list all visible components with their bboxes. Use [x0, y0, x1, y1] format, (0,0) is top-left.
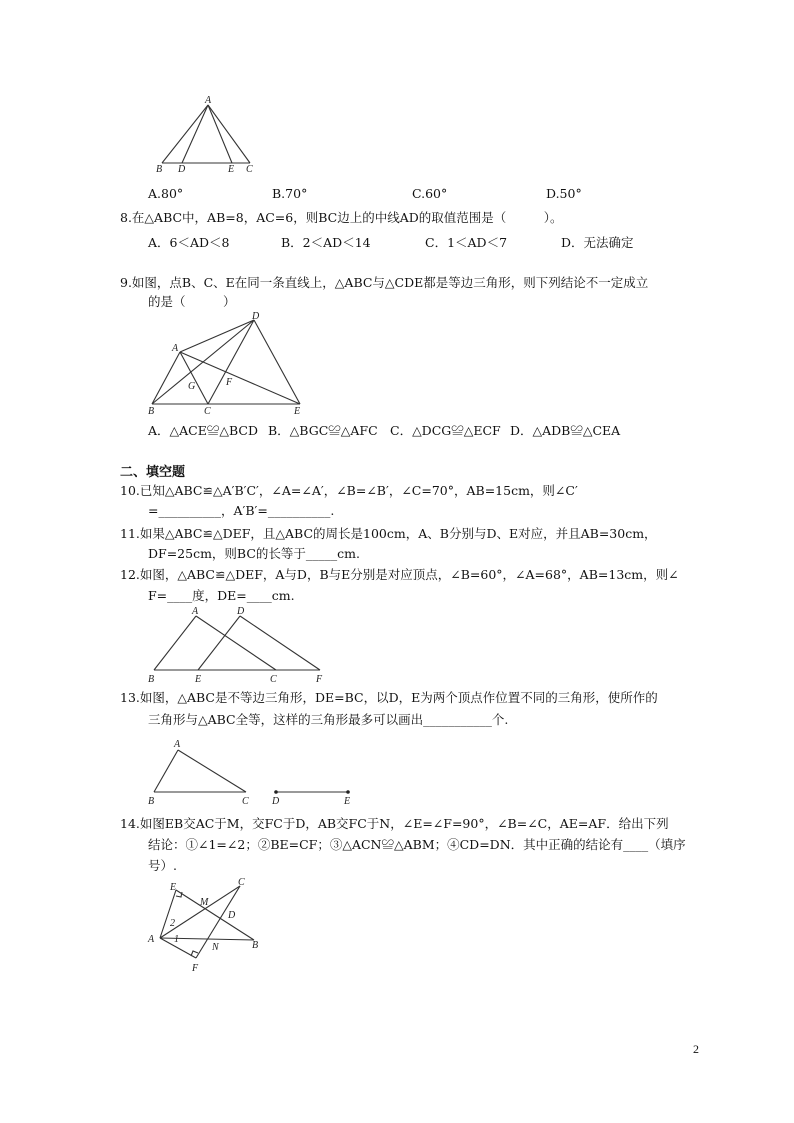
q7-option-a: A.80°	[148, 186, 184, 201]
q13-point-d	[274, 790, 278, 794]
q9-label-e: E	[294, 406, 301, 417]
q9-figure	[142, 310, 312, 420]
q12-label-e: E	[195, 674, 202, 685]
q9-option-d: D．△ADB≌△CEA	[510, 423, 621, 438]
q7-label-e: E	[228, 164, 235, 175]
q7-label-a: A	[205, 95, 212, 106]
q11-line2: DF=25cm，则BC的长等于_____cm.	[148, 546, 360, 561]
q14-label-a: A	[148, 934, 155, 945]
q14-label-f: F	[192, 963, 199, 973]
q13-label-a: A	[174, 739, 181, 750]
q8-option-d: D．无法确定	[561, 235, 634, 250]
q9-label-c: C	[204, 406, 211, 417]
q7-option-b: B.70°	[272, 186, 308, 201]
q12-label-a: A	[192, 606, 199, 617]
q9-label-b: B	[148, 406, 155, 417]
q12-figure	[140, 600, 340, 685]
q10-line2: =__________，A′B′=__________.	[148, 503, 335, 518]
q13-figure	[142, 732, 372, 807]
q13-label-d: D	[272, 796, 280, 807]
q7-option-d: D.50°	[546, 186, 582, 201]
q7-option-c: C.60°	[412, 186, 448, 201]
q8-option-a: A．6＜AD＜8	[148, 235, 230, 250]
q10-line1: 10.已知△ABC≌△A′B′C′，∠A=∠A′，∠B=∠B′，∠C=70°，AB=15cm，则∠C′	[120, 483, 578, 498]
q9-option-b: B．△BGC≌△AFC	[268, 423, 378, 438]
q7-label-d: D	[178, 164, 186, 175]
q14-figure	[142, 878, 272, 973]
q9-label-f: F	[226, 377, 233, 388]
page-number: 2	[693, 1042, 699, 1056]
q12-label-b: B	[148, 674, 155, 685]
q13-label-b: B	[148, 796, 155, 807]
q14-label-d: D	[228, 910, 236, 921]
q9-label-a: A	[172, 343, 179, 354]
q13-line1: 13.如图，△ABC是不等边三角形，DE=BC，以D，E为两个顶点作位置不同的三角形，使所作的	[120, 690, 658, 705]
q12-label-c: C	[270, 674, 277, 685]
q7-label-c: C	[246, 164, 253, 175]
q14-label-m: M	[200, 897, 209, 908]
q9-stem-line2: 的是（ ）	[148, 294, 236, 309]
q14-label-2: 2	[170, 918, 175, 929]
q14-line3: 号）.	[148, 858, 177, 873]
q13-line2: 三角形与△ABC全等，这样的三角形最多可以画出___________个.	[148, 712, 509, 727]
q11-line1: 11.如果△ABC≌△DEF，且△ABC的周长是100cm，A、B分别与D、E对应，并且AB=30cm，	[120, 526, 657, 541]
q12-line1: 12.如图，△ABC≌△DEF，A与D，B与E分别是对应顶点，∠B=60°，∠A=68°，AB=13cm，则∠	[120, 567, 679, 582]
q7-figure	[150, 95, 260, 175]
section-title-fill-in: 二、填空题	[120, 465, 186, 480]
q9-option-c: C．△DCG≌△ECF	[390, 423, 501, 438]
q8-option-b: B．2＜AD＜14	[281, 235, 371, 250]
q12-label-f: F	[316, 674, 323, 685]
q9-option-a: A．△ACE≌△BCD	[148, 423, 258, 438]
q13-point-e	[346, 790, 350, 794]
q8-stem: 8.在△ABC中，AB=8，AC=6，则BC边上的中线AD的取值范围是（ ）。	[120, 210, 563, 225]
q9-stem-line1: 9.如图，点B、C、E在同一条直线上，△ABC与△CDE都是等边三角形，则下列结论不一定成立	[120, 275, 649, 290]
q14-label-c: C	[238, 878, 245, 888]
q9-label-g: G	[188, 381, 196, 392]
q8-option-c: C．1＜AD＜7	[425, 235, 508, 250]
q7-label-b: B	[156, 164, 163, 175]
q14-line2: 结论：①∠1=∠2；②BE=CF；③△ACN≌△ABM；④CD=DN．其中正确的结论有____（填序	[148, 837, 686, 852]
q14-label-b: B	[252, 940, 259, 951]
q14-label-e: E	[170, 882, 177, 893]
q12-label-d: D	[237, 606, 245, 617]
q13-label-c: C	[242, 796, 249, 807]
q9-label-d: D	[252, 311, 260, 322]
q13-label-e: E	[344, 796, 351, 807]
q14-label-n: N	[212, 942, 219, 953]
q14-line1: 14.如图EB交AC于M，交FC于D，AB交FC于N，∠E=∠F=90°，∠B=∠C，AE=AF．给出下列	[120, 816, 669, 831]
q12-line2: F=____度，DE=____cm.	[148, 588, 295, 603]
q14-label-1: 1	[174, 934, 179, 945]
